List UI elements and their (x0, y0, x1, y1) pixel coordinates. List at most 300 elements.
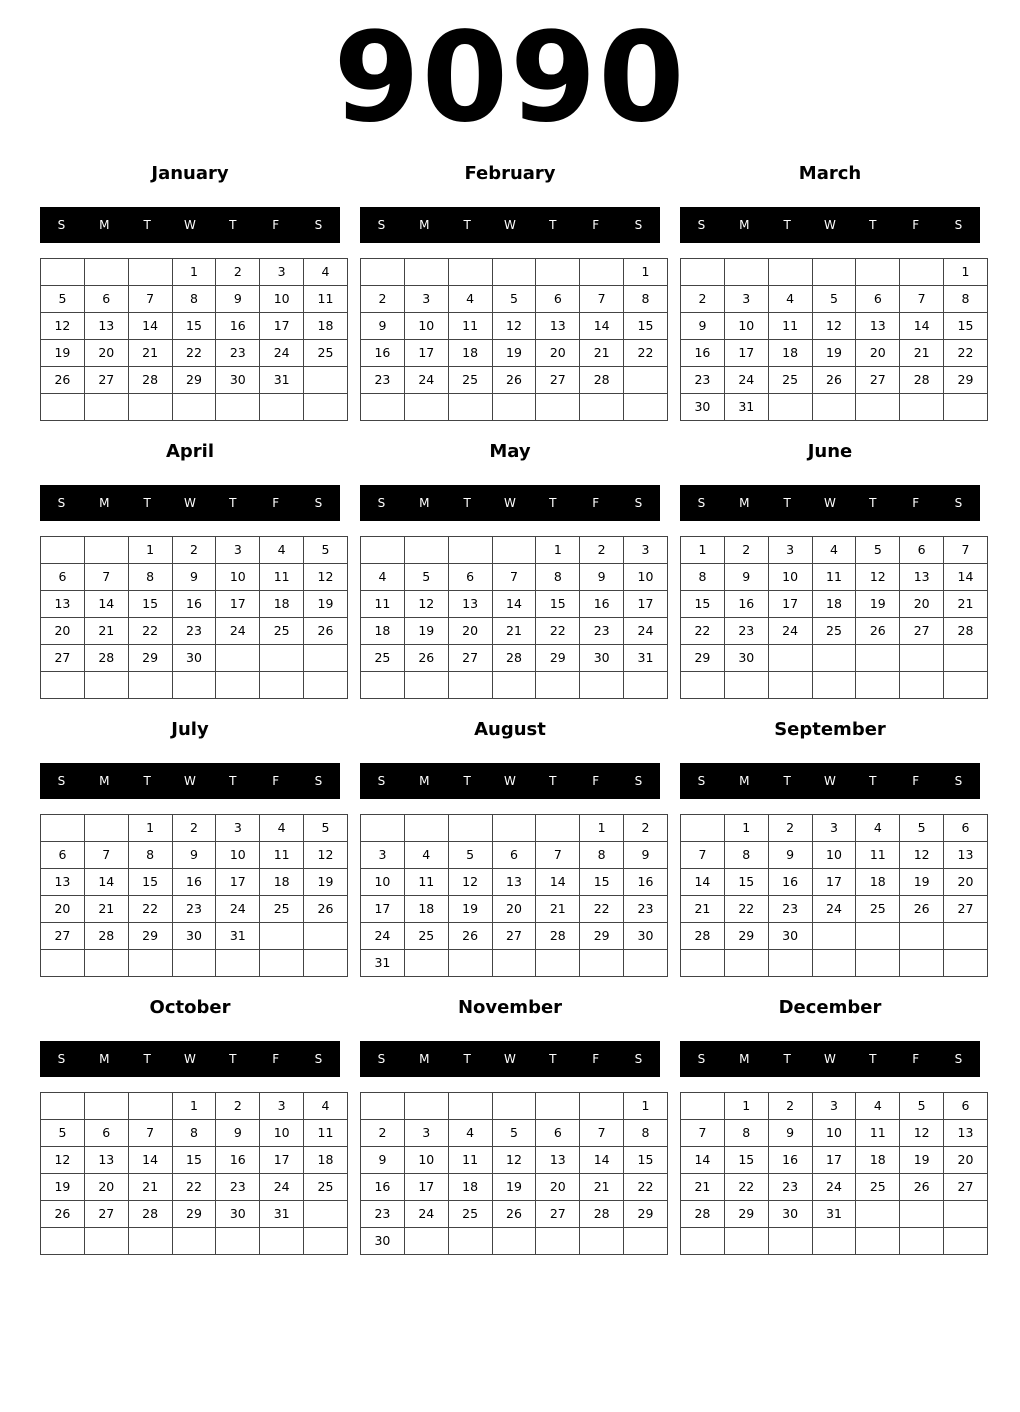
day-cell: 20 (856, 340, 900, 367)
day-cell: 4 (448, 286, 492, 313)
day-cell: 16 (172, 869, 216, 896)
weekday-label: T (143, 1052, 151, 1066)
day-cell: 1 (128, 537, 172, 564)
weekday-label: T (869, 1052, 877, 1066)
day-cell: 14 (944, 564, 988, 591)
day-cell: 28 (580, 367, 624, 394)
day-cell: 18 (260, 869, 304, 896)
empty-cell (84, 672, 128, 699)
day-cell: 22 (172, 340, 216, 367)
week-row (681, 950, 988, 977)
day-cell: 15 (128, 869, 172, 896)
empty-cell (944, 394, 988, 421)
weekday-header (680, 485, 980, 521)
day-cell: 2 (624, 815, 668, 842)
week-row (361, 394, 668, 421)
day-cell: 23 (216, 1174, 260, 1201)
day-cell: 9 (768, 842, 812, 869)
weekday-label: T (549, 218, 557, 232)
empty-cell (448, 672, 492, 699)
empty-cell (41, 259, 85, 286)
day-cell: 1 (536, 537, 580, 564)
empty-cell (304, 950, 348, 977)
day-cell: 28 (492, 645, 536, 672)
day-cell: 11 (260, 842, 304, 869)
day-cell: 22 (624, 340, 668, 367)
empty-cell (681, 259, 725, 286)
empty-cell (404, 815, 448, 842)
week-row (41, 1147, 348, 1174)
empty-cell (304, 1201, 348, 1228)
weekday-label: T (783, 218, 791, 232)
day-cell: 10 (216, 842, 260, 869)
day-cell: 27 (536, 1201, 580, 1228)
day-cell: 20 (900, 591, 944, 618)
day-cell: 30 (361, 1228, 405, 1255)
day-cell: 6 (944, 815, 988, 842)
weekday-label: W (184, 496, 196, 510)
day-cell: 9 (361, 1147, 405, 1174)
day-cell: 21 (580, 1174, 624, 1201)
day-cell: 20 (536, 340, 580, 367)
day-grid (40, 1092, 348, 1255)
day-cell: 10 (768, 564, 812, 591)
weekday-header (40, 485, 340, 521)
day-cell: 15 (724, 1147, 768, 1174)
day-cell: 3 (260, 259, 304, 286)
week-row (361, 1201, 668, 1228)
day-cell: 27 (84, 1201, 128, 1228)
empty-cell (492, 537, 536, 564)
day-cell: 11 (448, 1147, 492, 1174)
week-row (41, 618, 348, 645)
day-cell: 14 (84, 591, 128, 618)
day-cell: 24 (216, 618, 260, 645)
week-row (41, 367, 348, 394)
empty-cell (41, 672, 85, 699)
week-row (361, 869, 668, 896)
empty-cell (216, 394, 260, 421)
day-cell: 7 (492, 564, 536, 591)
day-cell: 4 (304, 1093, 348, 1120)
day-cell: 7 (84, 564, 128, 591)
weekday-label: W (504, 496, 516, 510)
week-row (361, 672, 668, 699)
empty-cell (724, 1228, 768, 1255)
empty-cell (304, 923, 348, 950)
day-cell: 31 (361, 950, 405, 977)
empty-cell (580, 1228, 624, 1255)
empty-cell (361, 672, 405, 699)
day-cell: 6 (944, 1093, 988, 1120)
day-cell: 29 (536, 645, 580, 672)
month-title: May (489, 441, 531, 462)
day-cell: 31 (812, 1201, 856, 1228)
day-cell: 23 (172, 896, 216, 923)
day-cell: 16 (768, 1147, 812, 1174)
weekday-header (680, 763, 980, 799)
day-cell: 22 (624, 1174, 668, 1201)
day-cell: 3 (812, 1093, 856, 1120)
day-cell: 11 (448, 313, 492, 340)
day-grid (680, 1092, 988, 1255)
day-cell: 18 (304, 1147, 348, 1174)
empty-cell (580, 672, 624, 699)
week-row (681, 1174, 988, 1201)
weekday-label: W (184, 774, 196, 788)
day-cell: 19 (41, 340, 85, 367)
month-title: February (464, 163, 556, 184)
day-cell: 7 (580, 286, 624, 313)
day-cell: 2 (681, 286, 725, 313)
day-cell: 4 (856, 1093, 900, 1120)
weekday-header (40, 207, 340, 243)
empty-cell (856, 923, 900, 950)
empty-cell (361, 394, 405, 421)
month-title: September (774, 719, 886, 740)
day-cell: 7 (944, 537, 988, 564)
weekday-label: F (592, 496, 600, 510)
empty-cell (944, 1201, 988, 1228)
empty-cell (260, 950, 304, 977)
day-cell: 26 (900, 896, 944, 923)
day-cell: 13 (448, 591, 492, 618)
week-row (681, 286, 988, 313)
week-row (41, 1228, 348, 1255)
day-cell: 28 (900, 367, 944, 394)
day-cell: 30 (580, 645, 624, 672)
day-cell: 9 (580, 564, 624, 591)
day-cell: 21 (536, 896, 580, 923)
day-cell: 5 (304, 537, 348, 564)
week-row (361, 1093, 668, 1120)
weekday-label: S (377, 496, 386, 510)
weekday-label: S (314, 1052, 323, 1066)
day-cell: 3 (216, 537, 260, 564)
day-cell: 5 (900, 1093, 944, 1120)
day-cell: 2 (361, 1120, 405, 1147)
empty-cell (404, 394, 448, 421)
empty-cell (768, 950, 812, 977)
day-cell: 19 (900, 1147, 944, 1174)
empty-cell (84, 815, 128, 842)
empty-cell (856, 645, 900, 672)
day-cell: 21 (128, 340, 172, 367)
day-cell: 23 (624, 896, 668, 923)
day-cell: 9 (216, 286, 260, 313)
day-cell: 29 (724, 1201, 768, 1228)
day-cell: 10 (216, 564, 260, 591)
empty-cell (216, 645, 260, 672)
day-cell: 25 (304, 340, 348, 367)
month-title: April (165, 441, 215, 462)
empty-cell (361, 537, 405, 564)
empty-cell (580, 394, 624, 421)
empty-cell (448, 950, 492, 977)
week-row (681, 537, 988, 564)
day-cell: 15 (172, 1147, 216, 1174)
day-cell: 17 (724, 340, 768, 367)
day-cell: 30 (172, 645, 216, 672)
day-cell: 17 (216, 591, 260, 618)
week-row (361, 1147, 668, 1174)
day-cell: 26 (812, 367, 856, 394)
day-cell: 2 (580, 537, 624, 564)
weekday-label: W (824, 496, 836, 510)
day-cell: 7 (536, 842, 580, 869)
empty-cell (404, 1228, 448, 1255)
day-cell: 24 (361, 923, 405, 950)
day-cell: 18 (448, 340, 492, 367)
day-cell: 27 (492, 923, 536, 950)
empty-cell (260, 923, 304, 950)
weekday-label: S (377, 1052, 386, 1066)
empty-cell (768, 1228, 812, 1255)
day-cell: 7 (128, 1120, 172, 1147)
week-row (681, 340, 988, 367)
weekday-label: W (824, 774, 836, 788)
day-cell: 12 (856, 564, 900, 591)
day-cell: 30 (768, 1201, 812, 1228)
day-grid (40, 258, 348, 421)
empty-cell (900, 1228, 944, 1255)
day-cell: 29 (724, 923, 768, 950)
day-cell: 20 (84, 1174, 128, 1201)
empty-cell (41, 950, 85, 977)
day-cell: 26 (304, 896, 348, 923)
day-cell: 13 (84, 313, 128, 340)
day-cell: 12 (448, 869, 492, 896)
day-cell: 23 (768, 896, 812, 923)
day-cell: 18 (812, 591, 856, 618)
day-cell: 13 (84, 1147, 128, 1174)
day-cell: 23 (361, 1201, 405, 1228)
weekday-label: T (463, 218, 471, 232)
day-cell: 10 (361, 869, 405, 896)
day-cell: 27 (41, 923, 85, 950)
month-title: August (474, 719, 546, 740)
day-cell: 8 (128, 564, 172, 591)
day-cell: 26 (41, 1201, 85, 1228)
weekday-label: W (184, 1052, 196, 1066)
day-cell: 5 (856, 537, 900, 564)
empty-cell (812, 672, 856, 699)
day-cell: 19 (492, 340, 536, 367)
day-cell: 2 (724, 537, 768, 564)
day-cell: 10 (812, 1120, 856, 1147)
day-cell: 22 (681, 618, 725, 645)
weekday-label: T (463, 496, 471, 510)
day-cell: 9 (361, 313, 405, 340)
empty-cell (812, 259, 856, 286)
empty-cell (41, 394, 85, 421)
weekday-label: W (504, 774, 516, 788)
day-cell: 16 (768, 869, 812, 896)
weekday-label: F (592, 218, 600, 232)
day-cell: 16 (580, 591, 624, 618)
empty-cell (856, 672, 900, 699)
empty-cell (624, 1228, 668, 1255)
day-cell: 6 (900, 537, 944, 564)
weekday-label: M (419, 218, 430, 232)
weekday-label: T (229, 218, 237, 232)
day-cell: 12 (492, 313, 536, 340)
empty-cell (768, 672, 812, 699)
weekday-label: F (912, 1052, 920, 1066)
day-cell: 9 (724, 564, 768, 591)
day-cell: 9 (624, 842, 668, 869)
empty-cell (172, 672, 216, 699)
day-cell: 23 (724, 618, 768, 645)
day-cell: 22 (128, 618, 172, 645)
day-cell: 31 (624, 645, 668, 672)
empty-cell (448, 537, 492, 564)
empty-cell (492, 1093, 536, 1120)
day-cell: 25 (856, 896, 900, 923)
weekday-label: M (99, 218, 110, 232)
day-cell: 13 (944, 1120, 988, 1147)
day-cell: 25 (361, 645, 405, 672)
day-cell: 14 (580, 1147, 624, 1174)
day-cell: 11 (361, 591, 405, 618)
empty-cell (812, 1228, 856, 1255)
week-row (681, 869, 988, 896)
empty-cell (404, 259, 448, 286)
week-row (361, 950, 668, 977)
day-cell: 18 (448, 1174, 492, 1201)
day-cell: 14 (492, 591, 536, 618)
week-row (361, 618, 668, 645)
empty-cell (448, 1093, 492, 1120)
weekday-label: W (504, 1052, 516, 1066)
empty-cell (536, 815, 580, 842)
empty-cell (172, 950, 216, 977)
day-cell: 2 (172, 537, 216, 564)
day-cell: 24 (404, 367, 448, 394)
day-cell: 16 (216, 313, 260, 340)
weekday-label: T (143, 218, 151, 232)
day-cell: 4 (448, 1120, 492, 1147)
weekday-label: S (697, 1052, 706, 1066)
empty-cell (536, 394, 580, 421)
day-cell: 12 (304, 564, 348, 591)
day-cell: 7 (681, 1120, 725, 1147)
day-cell: 28 (536, 923, 580, 950)
weekday-label: M (99, 496, 110, 510)
day-cell: 24 (260, 340, 304, 367)
empty-cell (216, 950, 260, 977)
weekday-label: F (912, 774, 920, 788)
day-cell: 26 (41, 367, 85, 394)
day-cell: 11 (812, 564, 856, 591)
weekday-label: T (143, 496, 151, 510)
week-row (41, 869, 348, 896)
day-cell: 21 (900, 340, 944, 367)
day-cell: 6 (448, 564, 492, 591)
weekday-label: S (314, 218, 323, 232)
day-cell: 15 (681, 591, 725, 618)
day-cell: 29 (128, 923, 172, 950)
weekday-label: T (783, 774, 791, 788)
week-row (681, 259, 988, 286)
week-row (681, 591, 988, 618)
weekday-label: F (592, 1052, 600, 1066)
day-cell: 24 (216, 896, 260, 923)
week-row (681, 394, 988, 421)
day-cell: 15 (536, 591, 580, 618)
day-cell: 4 (260, 537, 304, 564)
empty-cell (304, 1228, 348, 1255)
day-cell: 15 (172, 313, 216, 340)
day-grid (680, 536, 988, 699)
empty-cell (260, 1228, 304, 1255)
weekday-label: T (463, 1052, 471, 1066)
day-cell: 2 (172, 815, 216, 842)
weekday-header (360, 763, 660, 799)
empty-cell (580, 1093, 624, 1120)
week-row (361, 591, 668, 618)
day-cell: 17 (624, 591, 668, 618)
day-cell: 21 (84, 896, 128, 923)
day-cell: 30 (216, 1201, 260, 1228)
day-cell: 10 (404, 1147, 448, 1174)
day-cell: 3 (768, 537, 812, 564)
day-cell: 21 (128, 1174, 172, 1201)
day-cell: 15 (624, 1147, 668, 1174)
day-cell: 14 (681, 1147, 725, 1174)
day-cell: 27 (41, 645, 85, 672)
day-cell: 4 (260, 815, 304, 842)
weekday-label: S (57, 218, 66, 232)
weekday-label: S (634, 774, 643, 788)
day-cell: 27 (856, 367, 900, 394)
weekday-label: T (549, 496, 557, 510)
empty-cell (944, 923, 988, 950)
weekday-label: T (549, 774, 557, 788)
day-cell: 20 (944, 869, 988, 896)
week-row (41, 645, 348, 672)
week-row (681, 672, 988, 699)
weekday-label: F (272, 496, 280, 510)
day-cell: 7 (580, 1120, 624, 1147)
day-cell: 15 (128, 591, 172, 618)
empty-cell (900, 645, 944, 672)
day-cell: 24 (724, 367, 768, 394)
day-cell: 22 (724, 896, 768, 923)
day-cell: 6 (492, 842, 536, 869)
day-cell: 12 (900, 1120, 944, 1147)
day-cell: 31 (724, 394, 768, 421)
day-cell: 22 (724, 1174, 768, 1201)
day-cell: 19 (404, 618, 448, 645)
day-cell: 5 (448, 842, 492, 869)
day-cell: 21 (944, 591, 988, 618)
month-title: July (171, 719, 209, 740)
week-row (41, 842, 348, 869)
day-cell: 14 (536, 869, 580, 896)
day-cell: 13 (536, 1147, 580, 1174)
empty-cell (172, 1228, 216, 1255)
empty-cell (681, 950, 725, 977)
day-cell: 30 (216, 367, 260, 394)
week-row (41, 896, 348, 923)
day-cell: 17 (260, 1147, 304, 1174)
weekday-label: T (783, 1052, 791, 1066)
day-cell: 4 (856, 815, 900, 842)
weekday-label: S (954, 1052, 963, 1066)
day-cell: 1 (624, 1093, 668, 1120)
week-row (681, 367, 988, 394)
